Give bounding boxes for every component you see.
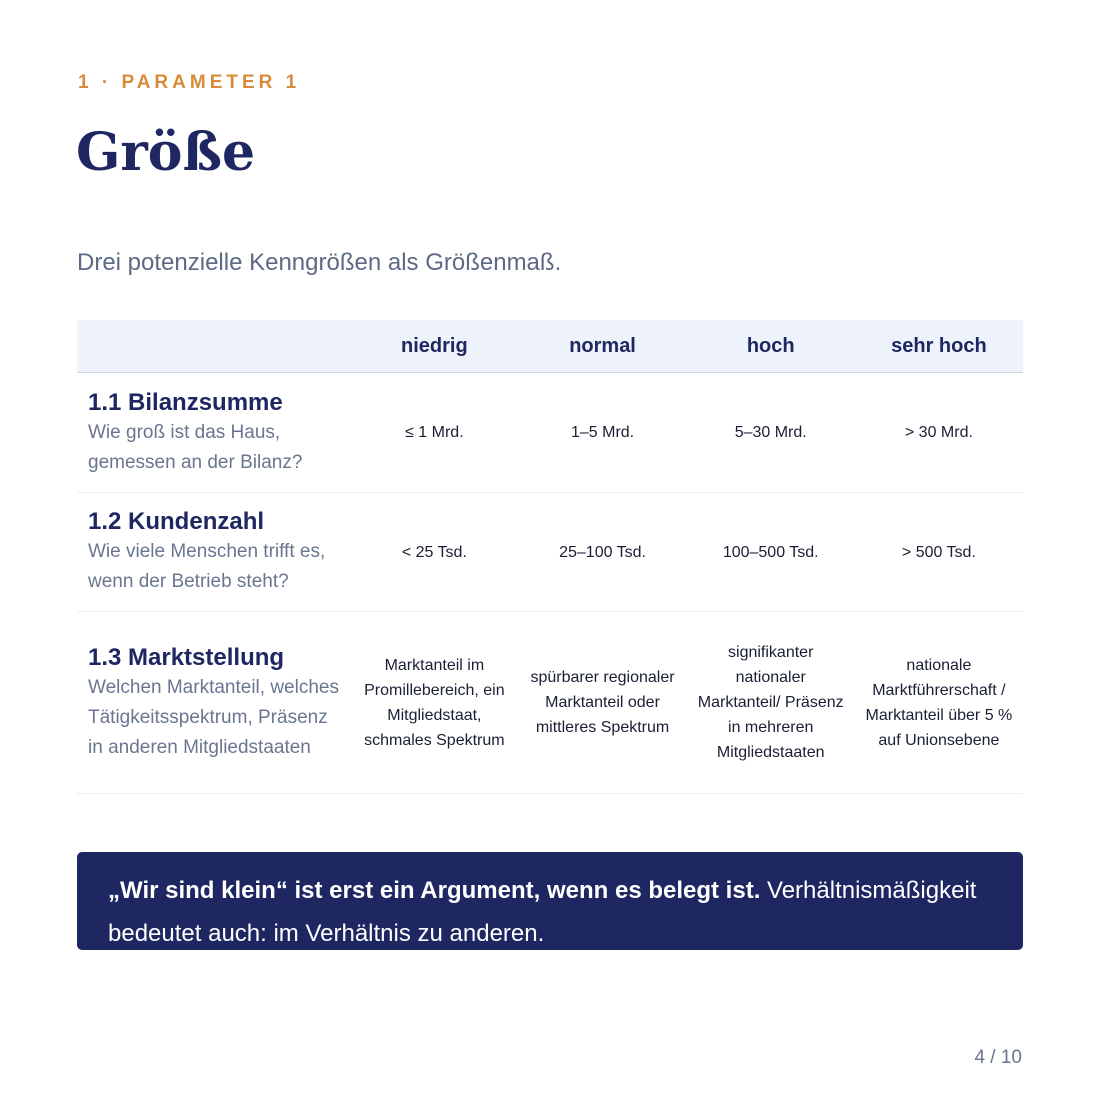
table-cell: 5–30 Mrd. (734, 424, 807, 441)
page-title: Größe (76, 122, 256, 183)
table-cell: < 25 Tsd. (401, 543, 467, 561)
column-header-empty (77, 320, 350, 373)
table-cell: ≤ 1 Mrd. (405, 424, 464, 441)
row-label-cell (77, 493, 350, 612)
row-title: 1.2 Kundenzahl (88, 508, 265, 535)
table-cell: spürbarer regionaler Marktanteil oder mittleres Spektrum (530, 669, 675, 736)
table-row-marktstellung (77, 612, 1023, 794)
table-cell: 1–5 Mrd. (570, 424, 635, 441)
page-subtitle: Drei potenzielle Kenngrößen als Größenmaß. (77, 249, 562, 276)
page-number: 4 / 10 (974, 1047, 1022, 1068)
table-cell: > 500 Tsd. (901, 543, 976, 561)
row-title: 1.1 Bilanzsumme (88, 388, 283, 416)
table-cell: Marktanteil im Promillebereich, ein Mitgliedstaat, schmales Spektrum (364, 656, 505, 749)
size-criteria-table (77, 320, 1023, 794)
table-row-kundenzahl (77, 493, 1023, 612)
table-cell: 25–100 Tsd. (559, 543, 646, 561)
table-cell: signifikanter nationaler Marktanteil/ Präsenz in mehreren Mitgliedstaaten (697, 644, 844, 761)
row-title: 1.3 Marktstellung (88, 643, 285, 671)
column-header-sehr-hoch: sehr hoch (855, 320, 1023, 373)
row-question: Wie viele Menschen trifft es, wenn der Betrieb steht? (88, 541, 326, 592)
row-label-cell (77, 612, 350, 794)
table-cell: nationale Marktführerschaft / Marktanteil über 5 % auf Unionsebene (865, 656, 1013, 749)
table-header-row (77, 320, 1023, 373)
table-cell: > 30 Mrd. (904, 424, 973, 441)
callout-text: Verhältnismäßigkeit bedeutet auch: im Verhältnis zu anderen. (108, 877, 977, 947)
section-eyebrow: 1 · PARAMETER 1 (78, 72, 301, 93)
row-label-cell (77, 373, 350, 493)
column-header-normal: normal (518, 320, 686, 373)
callout-emphasis: „Wir sind klein“ ist erst ein Argument, wenn es belegt ist. (108, 877, 761, 904)
size-criteria-table-container (77, 320, 1023, 794)
table-cell: 100–500 Tsd. (722, 543, 819, 561)
column-header-hoch: hoch (687, 320, 855, 373)
row-question: Wie groß ist das Haus, gemessen an der Bilanz? (88, 421, 303, 473)
row-question: Welchen Marktanteil, welches Tätigkeitsspektrum, Präsenz in anderen Mitgliedstaaten (88, 676, 339, 758)
column-header-niedrig: niedrig (350, 320, 518, 373)
table-row-bilanzsumme (77, 373, 1023, 493)
key-message-callout (77, 852, 1023, 950)
